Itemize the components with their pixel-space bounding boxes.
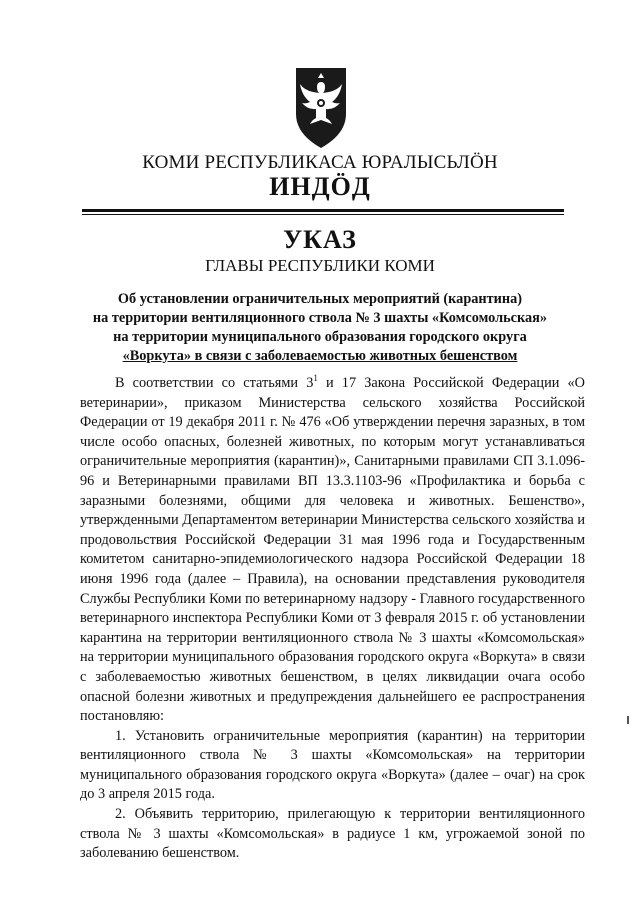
title-line: на территории муниципального образования городского округа bbox=[113, 329, 527, 345]
komi-coat-of-arms-icon bbox=[288, 62, 354, 150]
body-paragraph-item-2: 2. Объявить территорию, прилегающую к территории вентиляционного ствола № 3 шахты «Комсомольская» в радиусе 1 км, угрожаемой зоной по заболеванию бешенством. bbox=[80, 806, 585, 862]
title-line: «Воркута» в связи с заболеваемостью животных бешенством bbox=[122, 348, 518, 364]
title-line: на территории вентиляционного ствола № 3 шахты «Комсомольская» bbox=[92, 310, 548, 326]
article-superscript: 1 bbox=[313, 373, 318, 384]
preamble-text-rest: и 17 Закона Российской Федерации «О ветеринарии», приказом Министерства сельского хозяйства Российской Федерации от 19 декабря 2011 г. № 476 «Об утверждении перечня заразных, в том числе особо опасных, болезней животных, по которым могут устанавливаться ограничительные мероприятия (карантин)», Санитарными правилами СП 3.1.096-96 и Ветеринарными правилами ВП 13.3.1103-96 «Профилактика и борьба с заразными болезнями, общими для человека и животных. Бешенство», утвержденными Департаментом ветеринарии Министерства сельского хозяйства и продовольствия Российской Федерации 31 мая 1996 года и Государственным комитетом санитарно-эпидемиологического надзора Российской Федерации 18 июня 1996 года (далее – Правила), на основании представления руководителя Службы Республики Коми по ветеринарному надзору - Главного государственного ветеринарного инспектора Республики Коми от 3 февраля 2015 г. об установлении карантина на территории вентиляционного ствола № 3 шахты «Комсомольская» на территории муниципального образования городского округа «Воркута» в связи с заболеваемостью животных бешенством, в целях ликвидации очага особо опасной болезни животных и предупреждения дальнейшего ее распространения постановляю: bbox=[80, 375, 586, 725]
org-line: КОМИ РЕСПУБЛИКАСА ЮРАЛЫСЬЛӦН bbox=[142, 152, 498, 173]
org-title: ИНДӦД bbox=[269, 172, 371, 201]
scan-edge-mark bbox=[627, 716, 629, 724]
body-paragraph-preamble bbox=[80, 374, 585, 727]
title-line: Об установлении ограничительных мероприятий (карантина) bbox=[117, 291, 523, 307]
document-subtitle: ГЛАВЫ РЕСПУБЛИКИ КОМИ bbox=[205, 256, 435, 275]
document-title bbox=[70, 290, 570, 366]
body-paragraph-item-1: 1. Установить ограничительные мероприятия (карантин) на территории вентиляционного ствола № 3 шахты «Комсомольская» на территории муниципального образования городского округа «Воркута» (далее – очаг) на срок до 3 апреля 2015 года. bbox=[80, 727, 585, 803]
header-rule-thick bbox=[82, 209, 564, 212]
preamble-text-start: В соответствии со статьями 3 bbox=[115, 375, 314, 391]
document-type: УКАЗ bbox=[283, 225, 357, 254]
document-body bbox=[80, 374, 585, 864]
header-rule-thin bbox=[82, 214, 564, 215]
